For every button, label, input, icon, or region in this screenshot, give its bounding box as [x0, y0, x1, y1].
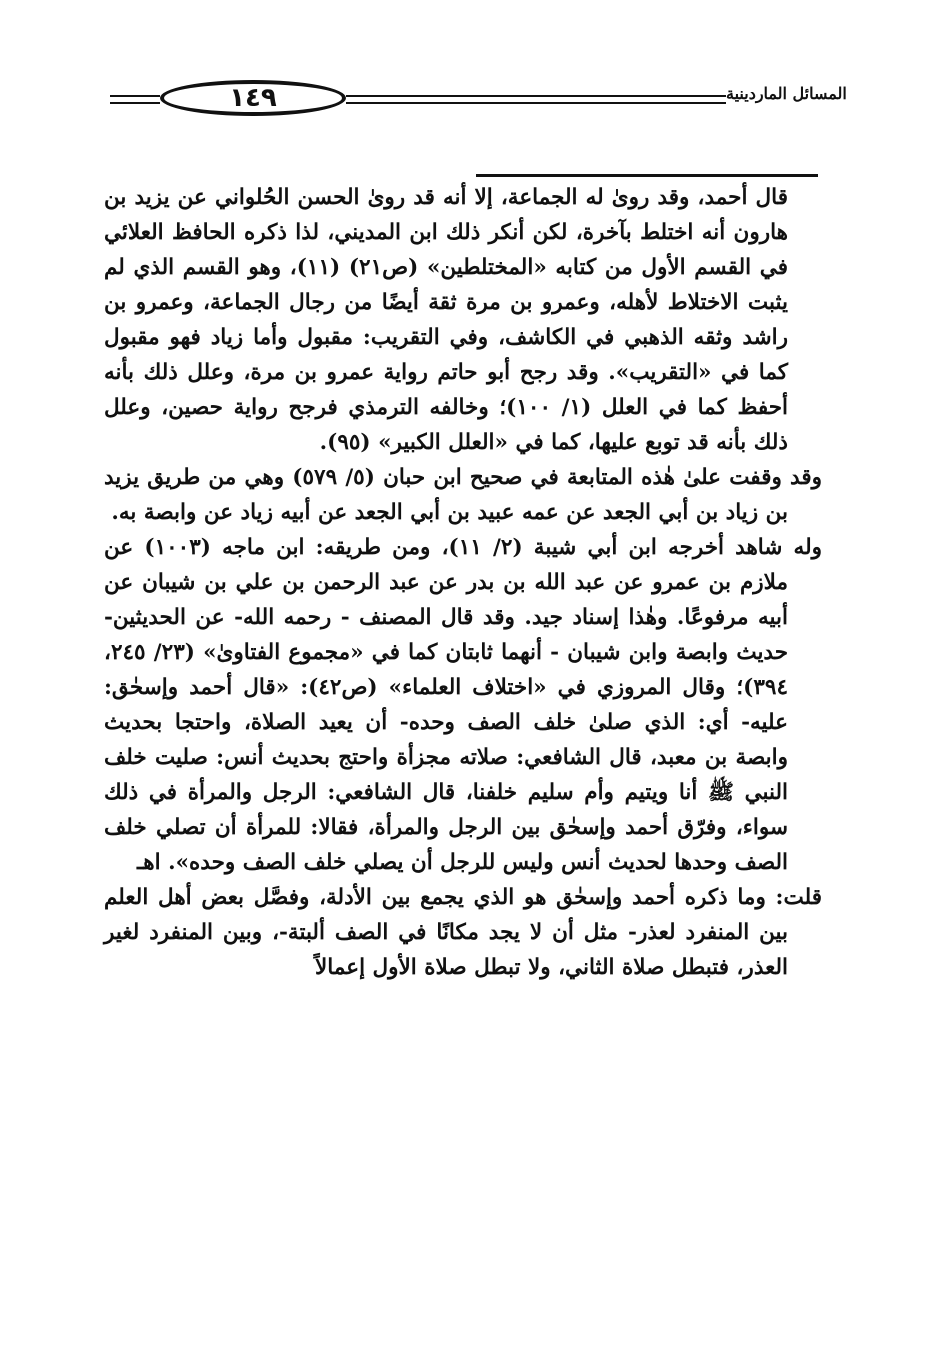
- paragraph-3: وله شاهد أخرجه ابن أبي شيبة (٢/ ١١)، ومن طريقه: ابن ماجه (١٠٠٣) عن ملازم بن عمرو عن عبد الله بن بدر عن عبد الرحمن بن علي بن شيبان عن أبيه مرفوعًا. وهٰذا إسناد جيد. وقد قال المصنف - رحمه الله- عن الحديثين- حديث وابصة وابن شيبان - أنهما ثابتان كما في «مجموع الفتاوىٰ» (٢٣/ ٢٤٥، ٣٩٤)؛ وقال المروزي في «اختلاف العلماء» (ص٤٢): «قال أحمد وإسحٰق: عليه- أي: الذي صلىٰ خلف الصف وحده- أن يعيد الصلاة، واحتجا بحديث وابصة بن معبد، قال الشافعي: صلاته مجزأة واحتج بحديث أنس: صليت خلف النبي ﷺ أنا ويتيم وأم سليم خلفنا، قال الشافعي: الرجل والمرأة في ذلك سواء، وفرّق أحمد وإسحٰق بين الرجل والمرأة، فقالا: للمرأة أن تصلي خلف الصف وحدها لحديث أنس وليس للرجل أن يصلي خلف الصف وحده». اهـ: [104, 535, 823, 875]
- paragraph-2: وقد وقفت علىٰ هٰذه المتابعة في صحيح ابن حبان (٥/ ٥٧٩) وهي من طريق يزيد بن زياد بن أبي الجعد عن عمه عبيد بن أبي الجعد عن أبيه زياد عن وابصة به.: [104, 465, 822, 525]
- page-header: [110, 78, 847, 122]
- footnote-separator: [476, 174, 818, 177]
- running-title: المسائل الماردينية: [726, 84, 847, 103]
- page-number: ١٤٩: [229, 83, 277, 113]
- page-number-oval: [160, 80, 346, 116]
- footnote-body: [104, 180, 822, 985]
- paragraph-1: قال أحمد، وقد روىٰ له الجماعة، إلا أنه قد روىٰ الحسن الحُلواني عن يزيد بن هارون أنه اختلط بآخرة، لكن أنكر ذلك ابن المديني، لذا ذكره الحافظ العلائي في القسم الأول من كتابه «المختلطين» (ص٢١) (١١)، وهو القسم الذي لم يثبت الاختلاط لأهله، وعمرو بن مرة ثقة أيضًا من رجال الجماعة، وعمرو بن راشد وثقه الذهبي في الكاشف، وفي التقريب: مقبول وأما زياد فهو مقبول كما في «التقريب». وقد رجح أبو حاتم رواية عمرو بن مرة، وعلل ذلك بأنه أحفظ كما في العلل (١/ ١٠٠)؛ وخالفه الترمذي فرجح رواية حصين، وعلل ذلك بأنه قد توبع عليها، كما في «العلل الكبير» (٩٥).: [104, 185, 789, 455]
- paragraph-4: قلت: وما ذكره أحمد وإسحٰق هو الذي يجمع بين الأدلة، وفصَّل بعض أهل العلم بين المنفرد لعذر- مثل أن لا يجد مكانًا في الصف ألبتة-، وبين المنفرد لغير العذر، فتبطل صلاة الثاني، ولا تبطل صلاة الأول إعمالاً: [104, 885, 822, 980]
- header-rule-left: [110, 95, 160, 104]
- header-rule-middle: [346, 95, 726, 104]
